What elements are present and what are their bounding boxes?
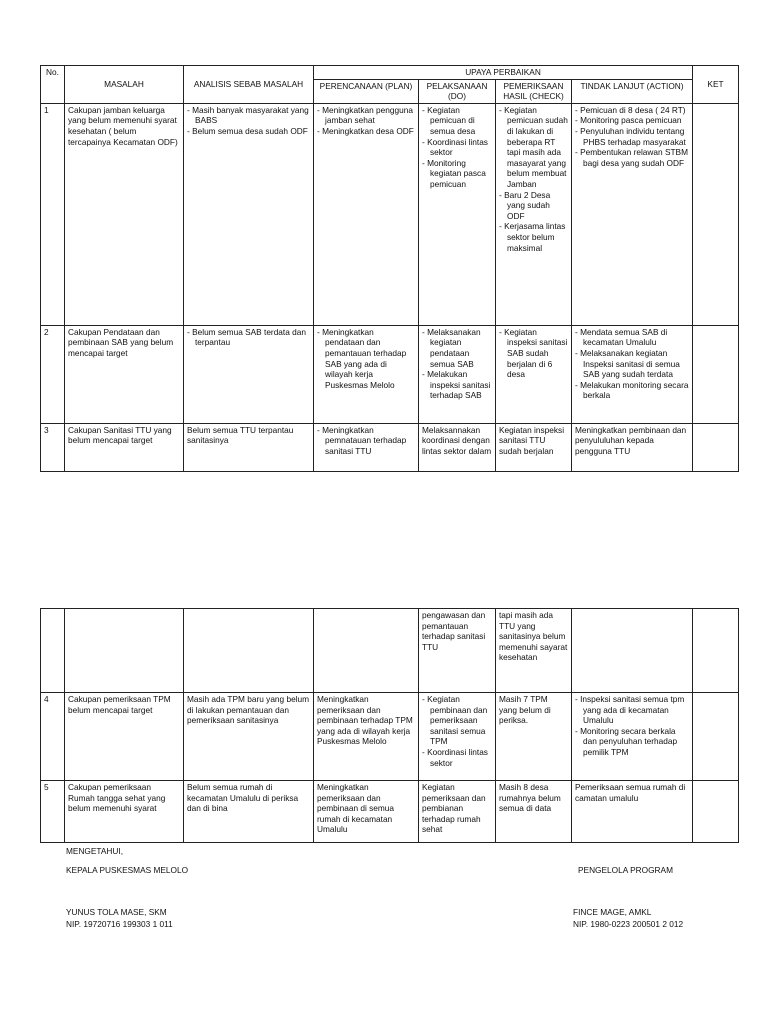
ket-cell — [693, 781, 739, 843]
list-item: - Meningkatkan desa ODF — [317, 126, 415, 137]
action-cell — [572, 325, 693, 423]
list-item: - Koordinasi lintas sektor — [422, 747, 492, 768]
analisis-cell: Belum semua TTU terpantau sanitasinya — [184, 423, 314, 471]
list-item: - Inspeksi sanitasi semua tpm yang ada di kecamatan Umalulu — [575, 694, 689, 726]
list-item: - Mendata semua SAB di kecamatan Umalulu — [575, 327, 689, 348]
header-pemeriksaan: PEMERIKSAAN HASIL (CHECK) — [496, 79, 572, 103]
check-cell — [496, 325, 572, 423]
do-cell: Kegiatan pemeriksaan dan pembianan terhadap rumah sehat — [419, 781, 496, 843]
ket-cell — [693, 693, 739, 781]
evaluation-table-page-2 — [40, 608, 739, 843]
plan-cell — [314, 423, 419, 471]
check-cell: Kegiatan inspeksi sanitasi TTU sudah berjalan — [496, 423, 572, 471]
header-pelaksanaan: PELAKSANAAN (DO) — [419, 79, 496, 103]
do-cell: pengawasan dan pemantauan terhadap sanitasi TTU — [419, 609, 496, 693]
list-item: - Melakukan inspeksi sanitasi terhadap SAB — [422, 369, 492, 401]
list-item: - Monitoring kegiatan pasca pemicuan — [422, 158, 492, 190]
check-cell — [496, 103, 572, 325]
pengelola-name: FINCE MAGE, AMKL — [573, 907, 652, 917]
list-item: - Koordinasi lintas sektor — [422, 137, 492, 158]
masalah-cell: Cakupan jamban keluarga yang belum memenuhi syarat kesehatan ( belum tercapainya Kecamatan ODF) — [65, 103, 184, 325]
masalah-cell: Cakupan pemeriksaan TPM belum mencapai target — [65, 693, 184, 781]
header-no: No. — [41, 66, 65, 104]
action-cell — [572, 693, 693, 781]
do-cell — [419, 325, 496, 423]
analisis-cell: Belum semua rumah di kecamatan Umalulu di periksa dan di bina — [184, 781, 314, 843]
plan-cell: Meningkatkan pemeriksaan dan pembinaan di semua rumah di kecamatan Umalulu — [314, 781, 419, 843]
do-cell — [419, 103, 496, 325]
kepala-nip: NIP. 19720716 199303 1 011 — [66, 919, 173, 929]
table-row — [41, 325, 739, 423]
list-item: - Masih banyak masyarakat yang BABS — [187, 105, 310, 126]
table-row — [41, 609, 739, 693]
row-number: 3 — [41, 423, 65, 471]
plan-cell — [314, 325, 419, 423]
list-item: - Penyuluhan individu tentang PHBS terhadap masyarakat — [575, 126, 689, 147]
table-row — [41, 423, 739, 471]
pengelola-title: PENGELOLA PROGRAM — [578, 865, 673, 875]
header-upaya-perbaikan: UPAYA PERBAIKAN — [314, 66, 693, 80]
list-item: - Meningkatkan pemnatauan terhadap sanitasi TTU — [317, 425, 415, 457]
list-item: - Belum semua desa sudah ODF — [187, 126, 310, 137]
row-number: 5 — [41, 781, 65, 843]
ket-cell — [693, 103, 739, 325]
analisis-cell — [184, 103, 314, 325]
header-masalah: MASALAH — [65, 66, 184, 104]
list-item: - Meningkatkan pengguna jamban sehat — [317, 105, 415, 126]
table-row — [41, 693, 739, 781]
action-cell: Pemeriksaan semua rumah di camatan umalulu — [572, 781, 693, 843]
list-item: - Pembentukan relawan STBM bagi desa yang sudah ODF — [575, 147, 689, 168]
list-item: - Belum semua SAB terdata dan terpantau — [187, 327, 310, 348]
list-item: - Pemicuan di 8 desa ( 24 RT) — [575, 105, 689, 116]
analisis-cell: Masih ada TPM baru yang belum di lakukan pemantauan dan pemeriksaan sanitasinya — [184, 693, 314, 781]
do-cell: Melaksannakan koordinasi dengan lintas sektor dalam — [419, 423, 496, 471]
check-cell: Masih 8 desa rumahnya belum semua di data — [496, 781, 572, 843]
plan-cell: Meningkatkan pemeriksaan dan pembinaan terhadap TPM yang ada di wilayah kerja Puskesmas Melolo — [314, 693, 419, 781]
header-perencanaan: PERENCANAAN (PLAN) — [314, 79, 419, 103]
row-number: 4 — [41, 693, 65, 781]
list-item: - Melaksanakan kegiatan pendataan semua SAB — [422, 327, 492, 369]
list-item: - Melakukan monitoring secara berkala — [575, 380, 689, 401]
kepala-name: YUNUS TOLA MASE, SKM — [66, 907, 167, 917]
list-item: - Kegiatan inspeksi sanitasi SAB sudah berjalan di 6 desa — [499, 327, 568, 380]
check-cell: tapi masih ada TTU yang sanitasinya belum memenuhi sayarat kesehatan — [496, 609, 572, 693]
kepala-title: KEPALA PUSKESMAS MELOLO — [66, 865, 189, 875]
list-item: - Kegiatan pemicuan di semua desa — [422, 105, 492, 137]
action-cell: Meningkatkan pembinaan dan penyululuhan kepada pengguna TTU — [572, 423, 693, 471]
masalah-cell: Cakupan Sanitasi TTU yang belum mencapai target — [65, 423, 184, 471]
table-row — [41, 781, 739, 843]
header-ket: KET — [693, 66, 739, 104]
list-item: - Monitoring pasca pemicuan — [575, 115, 689, 126]
table-row — [41, 103, 739, 325]
pengelola-nip: NIP. 1980-0223 200501 2 012 — [573, 919, 684, 929]
header-tindak-lanjut: TINDAK LANJUT (ACTION) — [572, 79, 693, 103]
list-item: - Monitoring secara berkala dan penyuluhan terhadap pemilik TPM — [575, 726, 689, 758]
list-item: - Baru 2 Desa yang sudah ODF — [499, 190, 568, 222]
header-analisis: ANALISIS SEBAB MASALAH — [184, 66, 314, 104]
mengetahui-label: MENGETAHUI, — [66, 846, 124, 856]
list-item: - Kegiatan pemicuan sudah di lakukan di beberapa RT tapi masih ada masayarat yang belum membuat Jamban — [499, 105, 568, 190]
action-cell — [572, 103, 693, 325]
ket-cell — [693, 325, 739, 423]
list-item: - Kerjasama lintas sektor belum maksimal — [499, 221, 568, 253]
row-number: 1 — [41, 103, 65, 325]
list-item: - Melaksanakan kegiatan Inspeksi sanitasi di semua SAB yang sudah terdata — [575, 348, 689, 380]
row-number: 2 — [41, 325, 65, 423]
plan-cell — [314, 103, 419, 325]
masalah-cell: Cakupan pemeriksaan Rumah tangga sehat yang belum memenuhi syarat — [65, 781, 184, 843]
ket-cell — [693, 423, 739, 471]
analisis-cell — [184, 325, 314, 423]
list-item: - Kegiatan pembinaan dan pemeriksaan sanitasi semua TPM — [422, 694, 492, 747]
evaluation-table-page-1 — [40, 65, 739, 472]
check-cell: Masih 7 TPM yang belum di periksa. — [496, 693, 572, 781]
masalah-cell: Cakupan Pendataan dan pembinaan SAB yang belum mencapai target — [65, 325, 184, 423]
list-item: - Meningkatkan pendataan dan pemantauan terhadap SAB yang ada di wilayah kerja Puskesmas Melolo — [317, 327, 415, 391]
do-cell — [419, 693, 496, 781]
